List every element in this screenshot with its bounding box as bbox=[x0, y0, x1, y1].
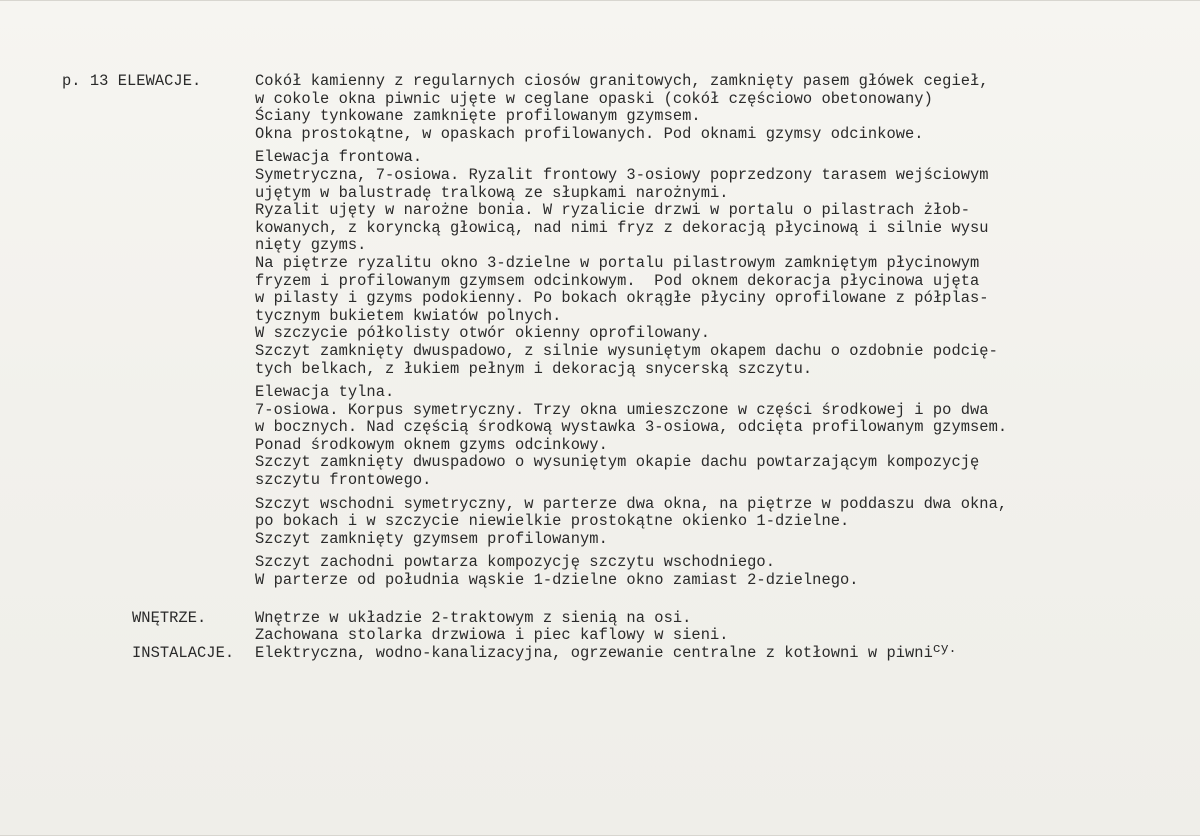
text-line: Zachowana stolarka drzwiowa i piec kaflowy w sieni. bbox=[255, 626, 729, 645]
text-line: w bocznych. Nad częścią środkową wystawka 3-osiowa, odcięta profilowanym gzymsem. bbox=[255, 418, 1008, 437]
paragraph-east-gable bbox=[255, 496, 1175, 549]
text-line: Symetryczna, 7-osiowa. Ryzalit frontowy 3-osiowy poprzedzony tarasem wejściowym bbox=[255, 165, 989, 184]
text-line: Ryzalit ujęty w narożne bonia. W ryzalicie drzwi w portalu o pilastrach żłob- bbox=[255, 201, 971, 220]
text-line: tycznym bukietem kwiatów polnych. bbox=[255, 306, 562, 325]
text-line: Okna prostokątne, w opaskach profilowanych. Pod oknami gzymsy odcinkowe. bbox=[255, 124, 924, 143]
section-label-wnetrze: WNĘTRZE. bbox=[132, 608, 207, 627]
section-content-instalacje bbox=[255, 640, 1175, 663]
text-line: Na piętrze ryzalitu okno 3-dzielne w portalu pilastrowym zamkniętym płycinowym bbox=[255, 253, 980, 272]
text-line: W parterze od południa wąskie 1-dzielne okno zamiast 2-dzielnego. bbox=[255, 571, 859, 590]
text-line: 7-osiowa. Korpus symetryczny. Trzy okna umieszczone w części środkowej i po dwa bbox=[255, 400, 989, 419]
installations-text: Elektryczna, wodno-kanalizacyjna, ogrzewanie centralne z kotłowni w piwni bbox=[255, 643, 933, 662]
text-line: tych belkach, z łukiem pełnym i dekoracją snycerską szczytu. bbox=[255, 359, 813, 378]
text-line: kowanych, z koryncką głowicą, nad nimi fryz z dekoracją płycinową i silnie wysu bbox=[255, 218, 989, 237]
text-line: Elewacja tylna. bbox=[255, 383, 395, 402]
section-instalacje bbox=[62, 640, 1182, 663]
text-line: Szczyt wschodni symetryczny, w parterze dwa okna, na piętrze w poddaszu dwa okna, bbox=[255, 494, 1008, 513]
text-line: Szczyt zamknięty dwuspadowo, z silnie wysuniętym okapem dachu o ozdobnie podcię- bbox=[255, 341, 998, 360]
paragraph-west-gable bbox=[255, 554, 1175, 589]
text-line: nięty gzyms. bbox=[255, 236, 367, 255]
text-line: szczytu frontowego. bbox=[255, 471, 432, 490]
text-line: fryzem i profilowanym gzymsem odcinkowym. Pod oknem dekoracja płycinowa ujęta bbox=[255, 271, 980, 290]
text-line: Szczyt zamknięty dwuspadowo o wysuniętym okapie dachu powtarzającym kompozycję bbox=[255, 453, 980, 472]
text-line: Szczyt zachodni powtarza kompozycję szczytu wschodniego. bbox=[255, 553, 776, 572]
text-line: Wnętrze w układzie 2-traktowym z sienią na osi. bbox=[255, 608, 692, 627]
installations-text-tail: cy. bbox=[932, 640, 957, 656]
text-line: w pilasty i gzyms podokienny. Po bokach okrągłe płyciny oprofilowane z półplas- bbox=[255, 289, 989, 308]
paragraph-front-elevation bbox=[255, 149, 1175, 378]
text-line: Ściany tynkowane zamknięte profilowanym gzymsem. bbox=[255, 107, 701, 126]
text-line: w cokole okna piwnic ujęte w ceglane opaski (cokół częściowo obetonowany) bbox=[255, 89, 933, 108]
text-line: Elewacja frontowa. bbox=[255, 148, 423, 167]
section-content-elewacje bbox=[255, 73, 1175, 590]
section-wnetrze bbox=[62, 610, 1182, 645]
text-line: Cokół kamienny z regularnych ciosów granitowych, zamknięty pasem główek cegieł, bbox=[255, 72, 989, 90]
section-elewacje bbox=[62, 73, 1182, 590]
text-line: Szczyt zamknięty gzymsem profilowanym. bbox=[255, 529, 608, 548]
section-label-instalacje: INSTALACJE. bbox=[132, 643, 235, 662]
text-line bbox=[255, 640, 1175, 663]
text-line: W szczycie półkolisty otwór okienny oprofilowany. bbox=[255, 324, 711, 343]
text-line: po bokach i w szczycie niewielkie prostokątne okienko 1-dzielne. bbox=[255, 512, 850, 531]
text-line: ujętym w balustradę tralkową ze słupkami narożnymi. bbox=[255, 183, 729, 202]
paragraph-general bbox=[255, 73, 1175, 143]
text-line: Ponad środkowym oknem gzyms odcinkowy. bbox=[255, 435, 608, 454]
section-content-wnetrze bbox=[255, 610, 1175, 645]
section-label-elewacje: p. 13 ELEWACJE. bbox=[62, 72, 202, 90]
document-body bbox=[62, 73, 1182, 662]
paragraph-rear-elevation bbox=[255, 384, 1175, 490]
